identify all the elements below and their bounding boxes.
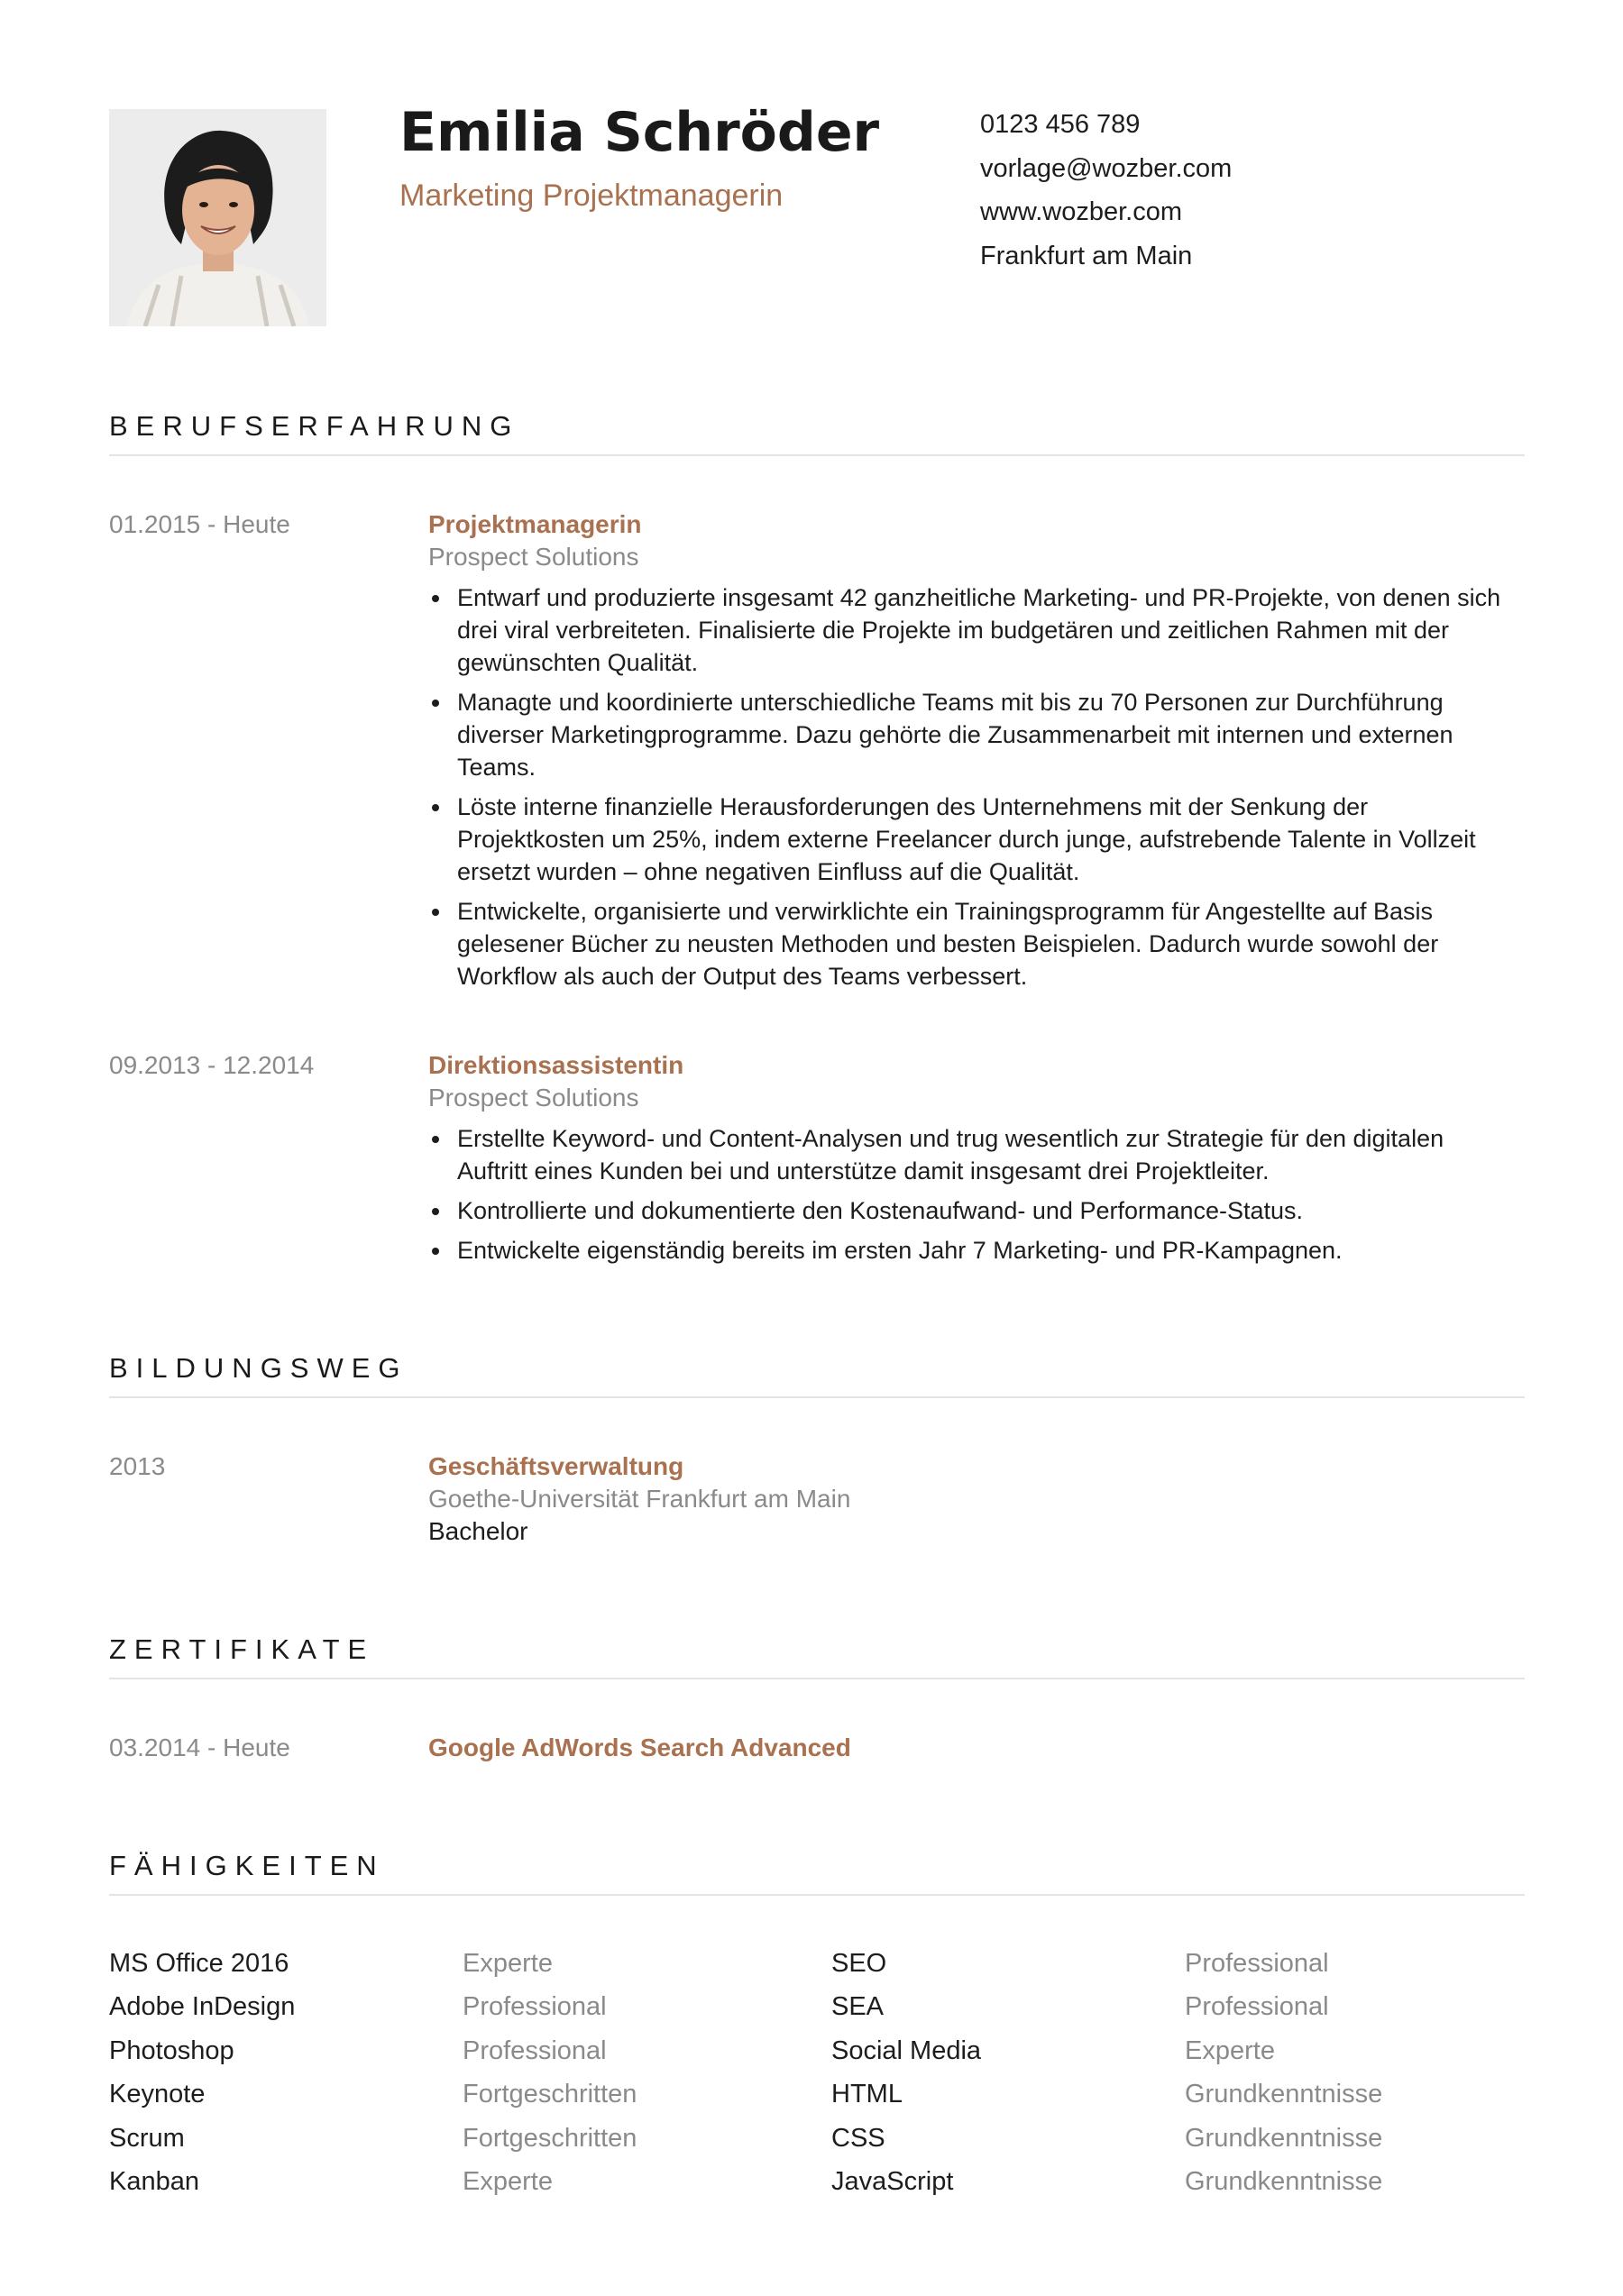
bullet-icon [432, 595, 439, 602]
bullet-text: Managte und koordinierte unterschiedliche Teams mit bis zu 70 Personen zur Durchführung diverser Marketingprogramme. Dazu gehörte die Zusammenarbeit mit internen und externen Teams. [457, 689, 1453, 781]
skill-level: Experte [463, 1949, 553, 1978]
experience-role: Direktionsassistentin [428, 1051, 684, 1079]
bullet-text: Kontrollierte und dokumentierte den Kostenaufwand- und Performance-Status. [457, 1197, 1304, 1224]
experience-company: Prospect Solutions [428, 543, 639, 571]
bullet-icon [432, 1136, 439, 1143]
skill-level: Grundkenntnisse [1185, 2123, 1383, 2153]
skill-name: JavaScript [831, 2166, 954, 2196]
skill-name: MS Office 2016 [109, 1949, 289, 1978]
contact-website: www.wozber.com [980, 197, 1183, 226]
section-title-certificates: ZERTIFIKATE [109, 1633, 375, 1665]
list-item [428, 1122, 1510, 1187]
skill-name: Scrum [109, 2123, 185, 2153]
contact-location: Frankfurt am Main [980, 241, 1193, 270]
skill-level: Grundkenntnisse [1185, 2166, 1383, 2196]
skill-name: Social Media [831, 2035, 982, 2065]
job-title: Marketing Projektmanagerin [399, 178, 784, 213]
candidate-name: Emilia Schröder [399, 101, 880, 164]
skill-name: SEA [831, 1992, 885, 2022]
skill-level: Experte [463, 2166, 553, 2196]
experience-company: Prospect Solutions [428, 1084, 639, 1111]
skill-level: Experte [1185, 2035, 1275, 2065]
skill-name: Photoshop [109, 2035, 234, 2065]
skill-row [109, 2120, 1552, 2163]
skill-level: Grundkenntnisse [1185, 2080, 1383, 2109]
skill-name: SEO [831, 1949, 887, 1978]
education-field: Geschäftsverwaltung [428, 1452, 684, 1480]
certificate-name: Google AdWords Search Advanced [428, 1733, 851, 1761]
skill-name: HTML [831, 2080, 903, 2109]
skill-level: Professional [463, 1992, 607, 2022]
education-date: 2013 [109, 1452, 166, 1480]
section-divider [109, 1894, 1525, 1896]
list-item [428, 686, 1510, 783]
section-title-education: BILDUNGSWEG [109, 1352, 408, 1384]
skill-level: Fortgeschritten [463, 2123, 637, 2153]
bullet-icon [432, 700, 439, 707]
skill-row [109, 2076, 1552, 2119]
contact-phone: 0123 456 789 [980, 110, 1141, 139]
experience-bullets [428, 581, 1510, 1000]
skills-grid [109, 1945, 1552, 2207]
list-item [428, 895, 1510, 992]
skill-name: Adobe InDesign [109, 1992, 296, 2022]
skill-level: Fortgeschritten [463, 2080, 637, 2109]
experience-bullets [428, 1122, 1510, 1274]
bullet-text: Entwarf und produzierte insgesamt 42 ganzheitliche Marketing- und PR-Projekte, von denen sich drei viral verbreiteten. Finalisierte die Projekte im budgetären und zeitlichen Rahmen mit der gewünschten Qualität. [457, 584, 1501, 676]
contact-email: vorlage@wozber.com [980, 153, 1233, 183]
certificate-date: 03.2014 - Heute [109, 1733, 290, 1761]
skill-row [109, 1945, 1552, 1989]
education-degree: Bachelor [428, 1517, 528, 1545]
section-divider [109, 1678, 1525, 1679]
section-title-experience: BERUFSERFAHRUNG [109, 410, 520, 442]
section-divider [109, 1396, 1525, 1398]
bullet-icon [432, 1208, 439, 1215]
section-title-skills: FÄHIGKEITEN [109, 1850, 385, 1881]
skill-level: Professional [463, 2035, 607, 2065]
bullet-text: Erstellte Keyword- und Content-Analysen und trug wesentlich zur Strategie für den digitalen Auftritt eines Kunden bei und unterstütze damit insgesamt drei Projektleiter. [457, 1125, 1444, 1185]
portrait-photo [109, 109, 326, 326]
bullet-icon [432, 1248, 439, 1255]
skill-row [109, 2163, 1552, 2207]
list-item [428, 1194, 1510, 1227]
skill-row [109, 1989, 1552, 2032]
bullet-icon [432, 909, 439, 916]
skill-level: Professional [1185, 1949, 1329, 1978]
experience-date: 01.2015 - Heute [109, 510, 290, 538]
skill-row [109, 2033, 1552, 2076]
education-school: Goethe-Universität Frankfurt am Main [428, 1485, 851, 1513]
section-divider [109, 454, 1525, 456]
bullet-text: Entwickelte, organisierte und verwirklichte ein Trainingsprogramm für Angestellte auf Basis gelesener Bücher zu neusten Methoden und besten Beispielen. Dadurch wurde sowohl der Workflow als auch der Output des Teams verbessert. [457, 898, 1439, 990]
skill-name: Keynote [109, 2080, 206, 2109]
skill-name: Kanban [109, 2166, 199, 2196]
list-item [428, 581, 1510, 679]
skill-name: CSS [831, 2123, 885, 2153]
list-item [428, 1234, 1510, 1267]
experience-role: Projektmanagerin [428, 510, 642, 538]
portrait-illustration [109, 109, 326, 326]
bullet-icon [432, 804, 439, 811]
bullet-text: Löste interne finanzielle Herausforderungen des Unternehmens mit der Senkung der Projektkosten um 25%, indem externe Freelancer durch junge, aufstrebende Talente in Vollzeit ersetzt wurden – ohne negativen Einfluss auf die Qualität. [457, 793, 1476, 885]
skill-level: Professional [1185, 1992, 1329, 2022]
bullet-text: Entwickelte eigenständig bereits im ersten Jahr 7 Marketing- und PR-Kampagnen. [457, 1237, 1343, 1264]
experience-date: 09.2013 - 12.2014 [109, 1051, 315, 1079]
contact-block [980, 106, 1232, 281]
list-item [428, 791, 1510, 888]
